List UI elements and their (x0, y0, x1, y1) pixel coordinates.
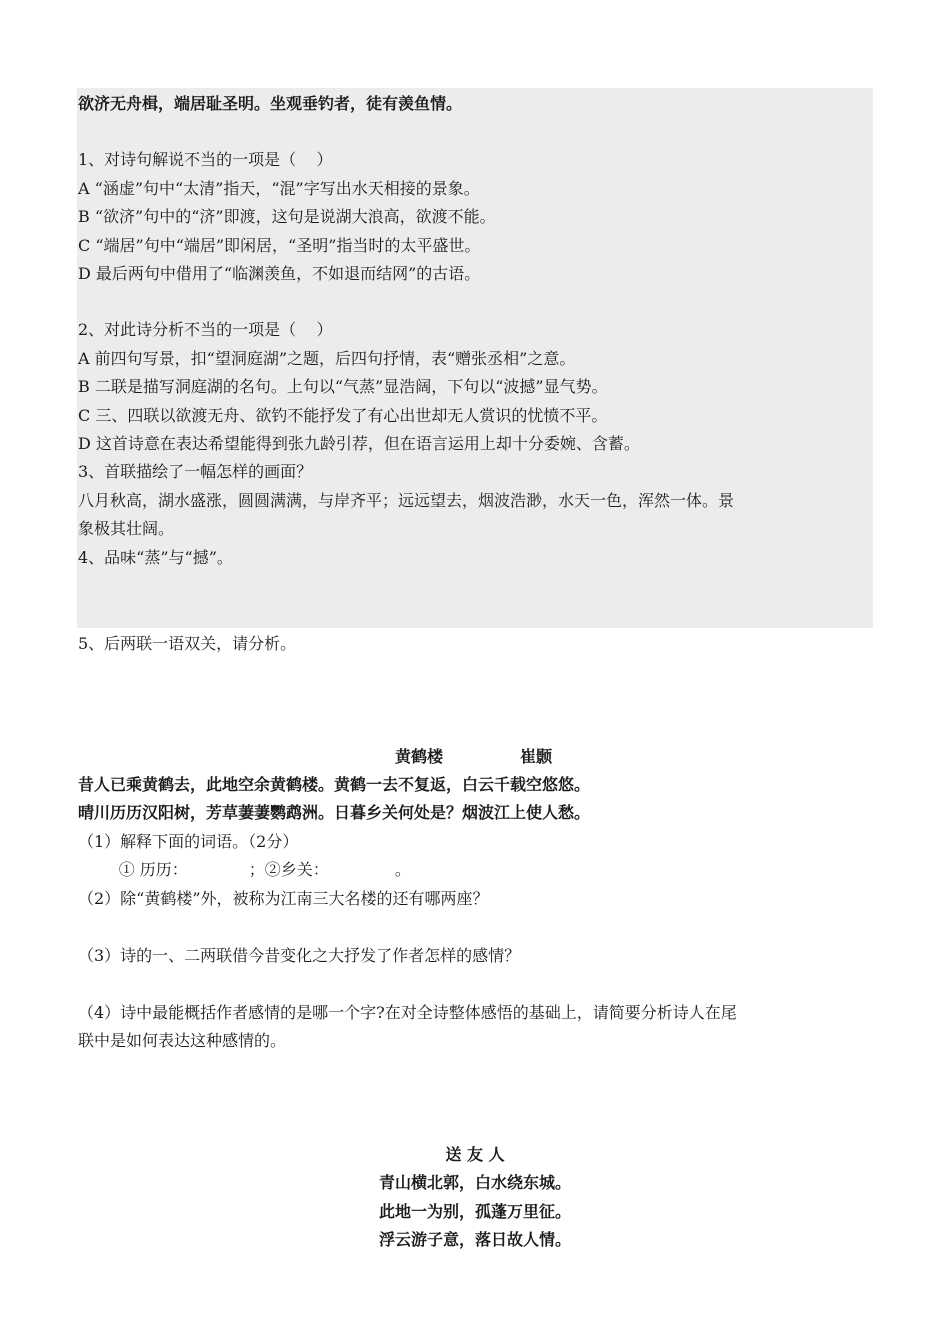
q1-option-b: B “欲济”句中的“济”即渡，这句是说湖大浪高，欲渡不能。 (78, 207, 496, 226)
q3-stem: 3、首联描绘了一幅怎样的画面？ (78, 462, 313, 481)
q5-stem: 5、后两联一语双关，请分析。 (78, 634, 297, 653)
hhl-q3: （3）诗的一、二两联借今昔变化之大抒发了作者怎样的感情？ (78, 946, 521, 965)
q1-option-d: D 最后两句中借用了“临渊羡鱼，不如退而结网”的古语。 (78, 264, 481, 283)
q4-stem: 4、品味“蒸”与“撼”。 (78, 548, 233, 567)
q2-stem: 2、对此诗分析不当的一项是（ ） (78, 320, 333, 339)
poem-author: 崔颢 (520, 747, 553, 766)
q2-option-d: D 这首诗意在表达希望能得到张九龄引荐，但在语言运用上却十分委婉、含蓄。 (78, 434, 640, 453)
hhl-q4-line1: （4）诗中最能概括作者感情的是哪一个字?在对全诗整体感悟的基础上，请简要分析诗人在尾 (78, 1003, 737, 1022)
syr-line3: 浮云游子意，落日故人情。 (378, 1230, 571, 1249)
syr-line2: 此地一为别，孤蓬万里征。 (378, 1202, 571, 1221)
q2-option-a: A 前四句写景，扣“望洞庭湖”之题，后四句抒情，表“赠张丞相”之意。 (78, 349, 576, 368)
hhl-q1-blanks: ① 历历： ；②乡关： 。 (78, 860, 411, 879)
q3-answer-line1: 八月秋高，湖水盛涨，圆圆满满，与岸齐平；远远望去，烟波浩渺，水天一色，浑然一体。景 (78, 491, 735, 510)
hhl-q4-line2: 联中是如何表达这种感情的。 (78, 1031, 287, 1050)
poem-line2: 晴川历历汉阳树，芳草萋萋鹦鹉洲。日暮乡关何处是？烟波江上使人愁。 (78, 803, 591, 822)
q1-option-c: C “端居”句中“端居”即闲居，“圣明”指当时的太平盛世。 (78, 236, 481, 255)
q1-stem: 1、对诗句解说不当的一项是（ ） (78, 150, 333, 169)
poem-line1: 昔人已乘黄鹤去，此地空余黄鹤楼。黄鹤一去不复返，白云千载空悠悠。 (78, 775, 591, 794)
poem-title: 黄鹤楼 (395, 747, 444, 766)
poem-line: 欲济无舟楫，端居耻圣明。坐观垂钓者，徒有羡鱼情。 (78, 94, 463, 113)
syr-title: 送 友 人 (445, 1145, 505, 1164)
hhl-q1-stem: （1）解释下面的词语。（2分） (78, 832, 299, 851)
q1-option-a: A “涵虚”句中“太清”指天，“混”字写出水天相接的景象。 (78, 179, 480, 198)
syr-line1: 青山横北郭，白水绕东城。 (378, 1173, 571, 1192)
hhl-q2: （2）除“黄鹤楼”外，被称为江南三大名楼的还有哪两座？ (78, 889, 489, 908)
q2-option-b: B 二联是描写洞庭湖的名句。上句以“气蒸”显浩阔，下句以“波撼”显气势。 (78, 377, 608, 396)
q3-answer-line2: 象极其壮阔。 (78, 519, 175, 538)
q2-option-c: C 三、四联以欲渡无舟、欲钓不能抒发了有心出世却无人赏识的忧愤不平。 (78, 406, 608, 425)
